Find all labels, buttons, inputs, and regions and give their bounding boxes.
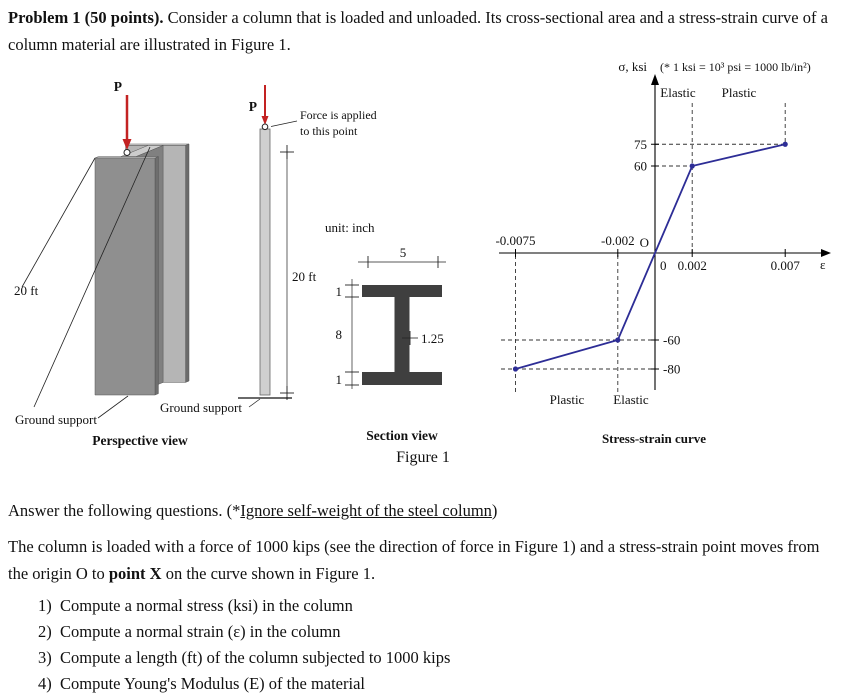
elevation-ground-label: Ground support	[160, 400, 242, 415]
annotation-leader-line	[271, 121, 297, 127]
unit-label: unit: inch	[325, 220, 375, 235]
problem-title: Problem 1 (50 points).	[8, 8, 164, 27]
section-web-thickness-dim: 1.25	[421, 331, 444, 346]
question-text: Compute a normal strain (ε) in the column	[60, 622, 341, 641]
question-text: Compute a length (ft) of the column subjected to 1000 kips	[60, 648, 451, 667]
data-point	[513, 366, 518, 371]
perspective-column	[95, 144, 189, 395]
section-bottom-flange-dim: 1	[335, 372, 342, 387]
figure-1	[0, 55, 846, 470]
y-tick-label: -80	[663, 361, 681, 377]
unit-note: (* 1 ksi = 10³ psi = 1000 lb/in²)	[660, 60, 811, 74]
x-tick-label: 0	[660, 258, 667, 273]
x-tick-label: 0.007	[770, 258, 800, 273]
x-tick-label: -0.002	[601, 233, 635, 248]
question-text: Compute a normal stress (ksi) in the column	[60, 596, 353, 615]
problem-intro-text: Consider a column that is loaded and unloaded. Its cross-sectional area and a stress-strain curve of a column material are illustrated in Figure 1.	[8, 8, 828, 54]
x-tick-label: -0.0075	[495, 233, 536, 248]
stress-strain-curve	[516, 144, 786, 369]
elastic-region-label-top: Elastic	[660, 85, 696, 100]
y-tick-label: 60	[634, 158, 647, 174]
x-axis-arrow-icon	[821, 249, 831, 257]
origin-label: O	[639, 235, 649, 250]
question-number: 3)	[38, 648, 52, 667]
y-axis-arrow-icon	[651, 74, 659, 85]
loading-text-2: on the curve shown in Figure 1.	[161, 564, 376, 583]
plastic-region-label-top: Plastic	[721, 85, 757, 100]
y-tick-label: -60	[663, 332, 681, 348]
answer-prefix: Answer the following questions. (*	[8, 501, 241, 520]
section-depth-dim: 8	[335, 327, 342, 342]
perspective-caption: Perspective view	[92, 433, 188, 448]
question-number: 1)	[38, 596, 52, 615]
list-item	[38, 645, 450, 671]
point-x-label: point X	[108, 564, 162, 583]
problem-statement	[8, 4, 842, 58]
answer-instruction	[8, 497, 497, 524]
loading-text-1: The column is loaded with a force of 1000 kips (see the direction of force in Figure 1) and a stress-strain point moves from the origin O to	[8, 537, 820, 583]
perspective-force-label: P	[113, 79, 122, 94]
figure-caption: Figure 1	[396, 449, 450, 466]
section-caption: Section view	[366, 428, 438, 443]
list-item	[38, 619, 450, 645]
question-text: Compute Young's Modulus (E) of the material	[60, 674, 365, 693]
loading-description	[8, 533, 840, 587]
x-tick-label: 0.002	[677, 258, 707, 273]
y-axis-title: σ, ksi	[618, 59, 647, 74]
answer-underlined-note: Ignore self-weight of the steel column	[240, 501, 492, 520]
stress-strain-chart	[487, 55, 846, 450]
elevation-force-label: P	[248, 99, 257, 114]
perspective-ground-label: Ground support	[15, 412, 97, 427]
y-tick-label: 75	[634, 136, 647, 152]
section-top-flange-dim: 1	[335, 284, 342, 299]
data-point	[615, 337, 620, 342]
column-drawing	[0, 55, 480, 470]
data-point	[690, 163, 695, 168]
elevation-column	[260, 129, 270, 395]
force-annotation-line2: to this point	[300, 124, 358, 138]
perspective-height-label: 20 ft	[14, 283, 39, 298]
list-item	[38, 593, 450, 619]
elevation-height-label: 20 ft	[292, 269, 317, 284]
answer-suffix: )	[491, 501, 498, 520]
elastic-region-label-bottom: Elastic	[613, 392, 649, 407]
data-point	[783, 142, 788, 147]
question-number: 2)	[38, 622, 52, 641]
x-axis-title: ε	[820, 257, 826, 272]
question-list	[38, 593, 450, 696]
chart-caption: Stress-strain curve	[601, 431, 707, 446]
plastic-region-label-bottom: Plastic	[549, 392, 585, 407]
ground-leader-line	[249, 399, 260, 407]
section-width-dim: 5	[399, 245, 407, 260]
list-item	[38, 671, 450, 696]
elevation-force-arrow-icon	[262, 85, 269, 130]
force-annotation-line1: Force is applied	[300, 108, 377, 122]
question-number: 4)	[38, 674, 52, 693]
